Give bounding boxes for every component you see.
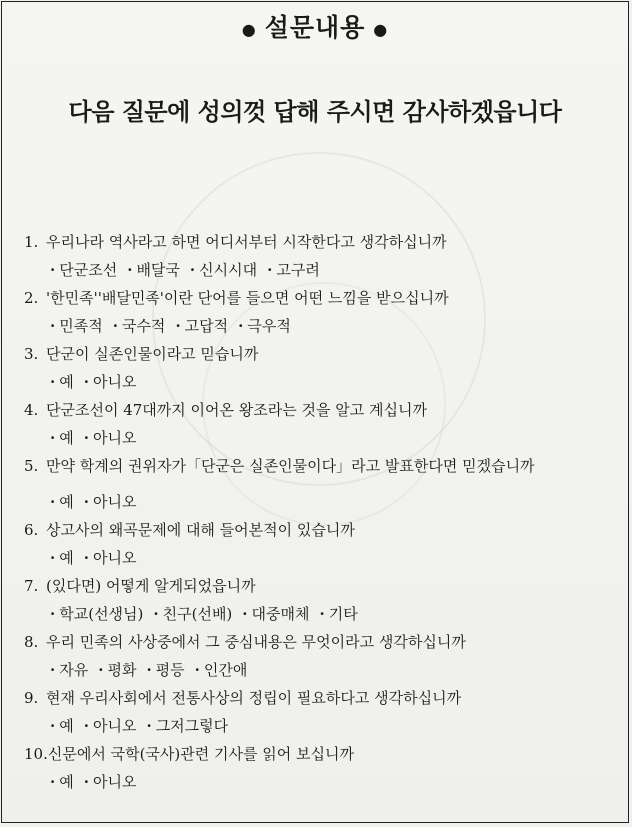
question-number: 1. xyxy=(24,233,39,251)
survey-instruction: 다음 질문에 성의껏 답해 주시면 감사하겠읍니다 xyxy=(68,98,562,126)
answer-option[interactable]: · 예 xyxy=(50,717,74,735)
answer-option[interactable]: · 기타 xyxy=(320,605,358,623)
question-text: 우리 민족의 사상중에서 그 중심내용은 무엇이라고 생각하십니까 xyxy=(46,633,466,651)
answer-option[interactable]: · 예 xyxy=(50,493,74,511)
answer-options xyxy=(24,600,618,628)
answer-option[interactable]: · 아니오 xyxy=(84,493,137,511)
question-line xyxy=(24,396,618,424)
answer-options xyxy=(24,768,618,796)
answer-option[interactable]: · 아니오 xyxy=(84,549,137,567)
answer-option[interactable]: · 친구(선배) xyxy=(153,605,232,623)
answer-option[interactable]: · 국수적 xyxy=(113,317,166,335)
question-number: 4. xyxy=(24,401,39,419)
answer-option[interactable]: · 아니오 xyxy=(84,773,137,791)
question-text: (있다면) 어떻게 알게되었읍니까 xyxy=(46,577,256,595)
answer-option[interactable]: · 예 xyxy=(50,549,74,567)
answer-option[interactable]: · 평등 xyxy=(146,661,184,679)
answer-options xyxy=(24,544,618,572)
answer-option[interactable]: · 고답적 xyxy=(175,317,228,335)
question-line xyxy=(24,284,618,312)
answer-option[interactable]: · 아니오 xyxy=(84,429,137,447)
question-line xyxy=(24,740,618,768)
answer-option[interactable]: · 예 xyxy=(50,773,74,791)
question-text: 단군조선이 47대까지 이어온 왕조라는 것을 알고 계십니까 xyxy=(46,401,427,419)
bullet-icon: ● xyxy=(373,19,389,39)
question-item xyxy=(24,340,618,396)
answer-options xyxy=(24,424,618,452)
survey-title: 설문내용 xyxy=(264,13,366,42)
question-number: 6. xyxy=(24,521,39,539)
answer-options xyxy=(24,712,618,740)
answer-option[interactable]: · 예 xyxy=(50,429,74,447)
question-text: '한민족''배달민족'이란 단어를 들으면 어떤 느낌을 받으십니까 xyxy=(46,289,449,307)
answer-option[interactable]: · 대중매체 xyxy=(242,605,309,623)
question-line xyxy=(24,684,618,712)
question-list xyxy=(24,228,618,796)
question-line xyxy=(24,628,618,656)
question-number: 8. xyxy=(24,633,39,651)
question-item xyxy=(24,452,618,516)
question-number: 9. xyxy=(24,689,39,707)
answer-options xyxy=(24,656,618,684)
answer-option[interactable]: · 평화 xyxy=(98,661,136,679)
answer-option[interactable]: · 그저그렇다 xyxy=(146,717,228,735)
answer-option[interactable]: · 아니오 xyxy=(84,373,137,391)
question-item xyxy=(24,572,618,628)
question-number: 7. xyxy=(24,577,39,595)
question-text: 신문에서 국학(국사)관련 기사를 읽어 보십니까 xyxy=(47,745,354,763)
answer-option[interactable]: · 고구려 xyxy=(267,261,320,279)
survey-header xyxy=(2,8,628,44)
question-text: 단군이 실존인물이라고 믿습니까 xyxy=(46,345,259,363)
question-item xyxy=(24,516,618,572)
question-item xyxy=(24,684,618,740)
question-number: 5. xyxy=(24,457,39,475)
answer-options xyxy=(24,368,618,396)
question-item xyxy=(24,396,618,452)
bullet-icon: ● xyxy=(241,19,257,39)
question-item xyxy=(24,228,618,284)
answer-option[interactable]: · 자유 xyxy=(50,661,88,679)
question-text: 상고사의 왜곡문제에 대해 들어본적이 있습니까 xyxy=(46,521,355,539)
question-line xyxy=(24,572,618,600)
question-number: 3. xyxy=(24,345,39,363)
answer-options xyxy=(24,312,618,340)
question-text: 우리나라 역사라고 하면 어디서부터 시작한다고 생각하십니까 xyxy=(46,233,447,251)
question-item xyxy=(24,284,618,340)
answer-option[interactable]: · 예 xyxy=(50,373,74,391)
question-line xyxy=(24,340,618,368)
question-number: 2. xyxy=(24,289,39,307)
answer-option[interactable]: · 신시시대 xyxy=(190,261,257,279)
question-line xyxy=(24,228,618,256)
answer-options xyxy=(24,256,618,284)
question-number: 10. xyxy=(24,745,48,763)
answer-option[interactable]: · 단군조선 xyxy=(50,261,117,279)
question-item xyxy=(24,740,618,796)
answer-option[interactable]: · 인간애 xyxy=(195,661,248,679)
answer-option[interactable]: · 극우적 xyxy=(238,317,291,335)
question-text: 현재 우리사회에서 전통사상의 정립이 필요하다고 생각하십니까 xyxy=(46,689,462,707)
survey-page xyxy=(1,1,629,823)
answer-options xyxy=(24,488,618,516)
answer-option[interactable]: · 배달국 xyxy=(127,261,180,279)
answer-option[interactable]: · 학교(선생님) xyxy=(50,605,143,623)
answer-option[interactable]: · 민족적 xyxy=(50,317,103,335)
question-line xyxy=(24,516,618,544)
question-item xyxy=(24,628,618,684)
question-line xyxy=(24,452,618,480)
answer-option[interactable]: · 아니오 xyxy=(84,717,137,735)
question-text: 만약 학계의 권위자가「단군은 실존인물이다」라고 발표한다면 믿겠습니까 xyxy=(46,457,535,475)
